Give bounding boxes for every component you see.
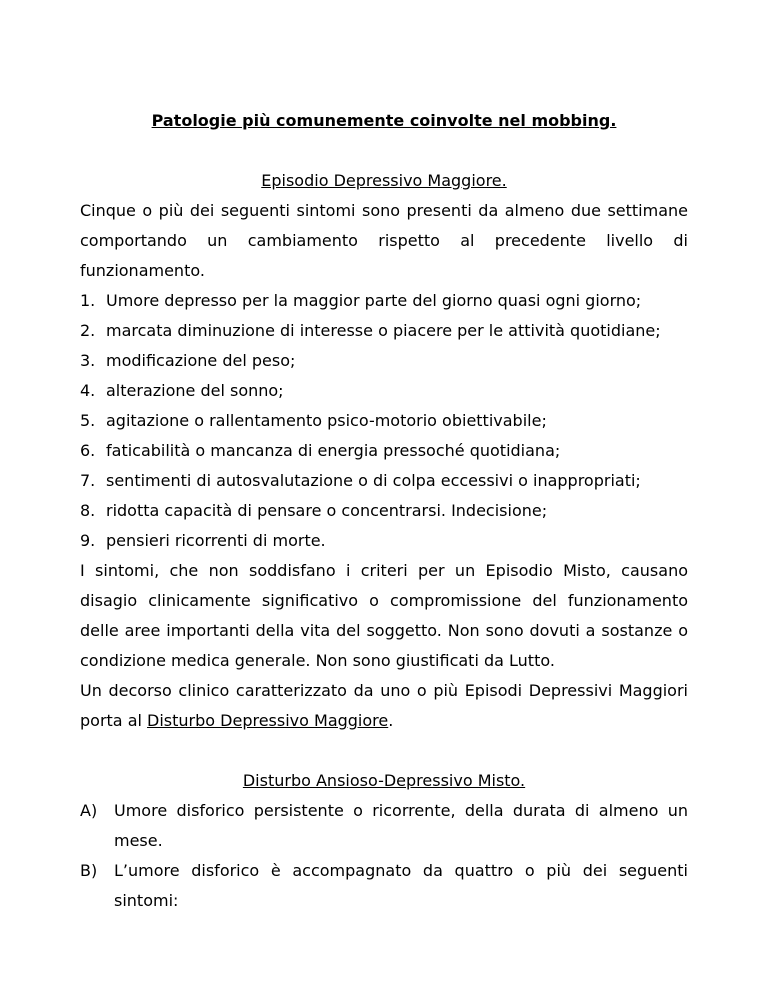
course-text: Un decorso clinico caratterizzato da uno o più Episodi Depressivi Maggiori porta al [80,681,688,730]
list-text: Umore depresso per la maggior parte del giorno quasi ogni giorno; [106,291,642,310]
list-text: sentimenti di autosvalutazione o di colpa eccessivi o inappropriati; [106,471,641,490]
list-text: alterazione del sonno; [106,381,284,400]
list-number: 3. [80,351,96,370]
list-text: ridotta capacità di pensare o concentrarsi. Indecisione; [106,501,548,520]
intro-paragraph: Cinque o più dei seguenti sintomi sono presenti da almeno due settimane comportando un cambiamento rispetto al precedente livello di [80,201,688,250]
disturbo-depressivo-link: Disturbo Depressivo Maggiore [147,711,389,730]
list-item [80,496,688,526]
list-item [80,436,688,466]
intro-paragraph-end: funzionamento. [80,261,205,280]
list-item [80,346,688,376]
criteria-paragraph: I sintomi, che non soddisfano i criteri per un Episodio Misto, causano disagio clinicamente significativo o compromissione del funzionamento delle aree importanti della vita del soggetto. Non sono dovuti a sostanze o condizione medica generale. Non sono giustificati da Lutto. [80,561,688,670]
list-label: A) [80,801,98,820]
course-text-end: . [388,711,394,730]
list-item [80,286,688,316]
symptom-list [80,286,688,556]
list-item [80,376,688,406]
list-number: 6. [80,441,96,460]
list-number: 4. [80,381,96,400]
list-text: agitazione o rallentamento psico-motorio obiettivabile; [106,411,547,430]
list-text: faticabilità o mancanza di energia pressoché quotidiana; [106,441,561,460]
list-label: B) [80,861,98,880]
section-heading-episodio-depressivo: Episodio Depressivo Maggiore. [261,171,507,190]
list-number: 5. [80,411,96,430]
section-heading-disturbo-ansioso: Disturbo Ansioso-Depressivo Misto. [242,771,526,790]
list-item [80,856,688,916]
list-item [80,316,688,346]
list-item [80,796,688,856]
list-number: 1. [80,291,96,310]
document-title: Patologie più comunemente coinvolte nel mobbing. [151,111,617,130]
list-text: pensieri ricorrenti di morte. [106,531,326,550]
list-number: 9. [80,531,96,550]
list-text: modificazione del peso; [106,351,296,370]
list-item [80,466,688,496]
course-paragraph [80,676,688,736]
criteria-list [80,796,688,916]
list-item [80,406,688,436]
list-number: 7. [80,471,96,490]
list-number: 8. [80,501,96,520]
list-number: 2. [80,321,96,340]
list-text: Umore disforico persistente o ricorrente, della durata di almeno un mese. [114,801,688,850]
list-text: marcata diminuzione di interesse o piacere per le attività quotidiane; [106,321,661,340]
list-item [80,526,688,556]
list-text: L’umore disforico è accompagnato da quattro o più dei seguenti sintomi: [114,861,688,910]
